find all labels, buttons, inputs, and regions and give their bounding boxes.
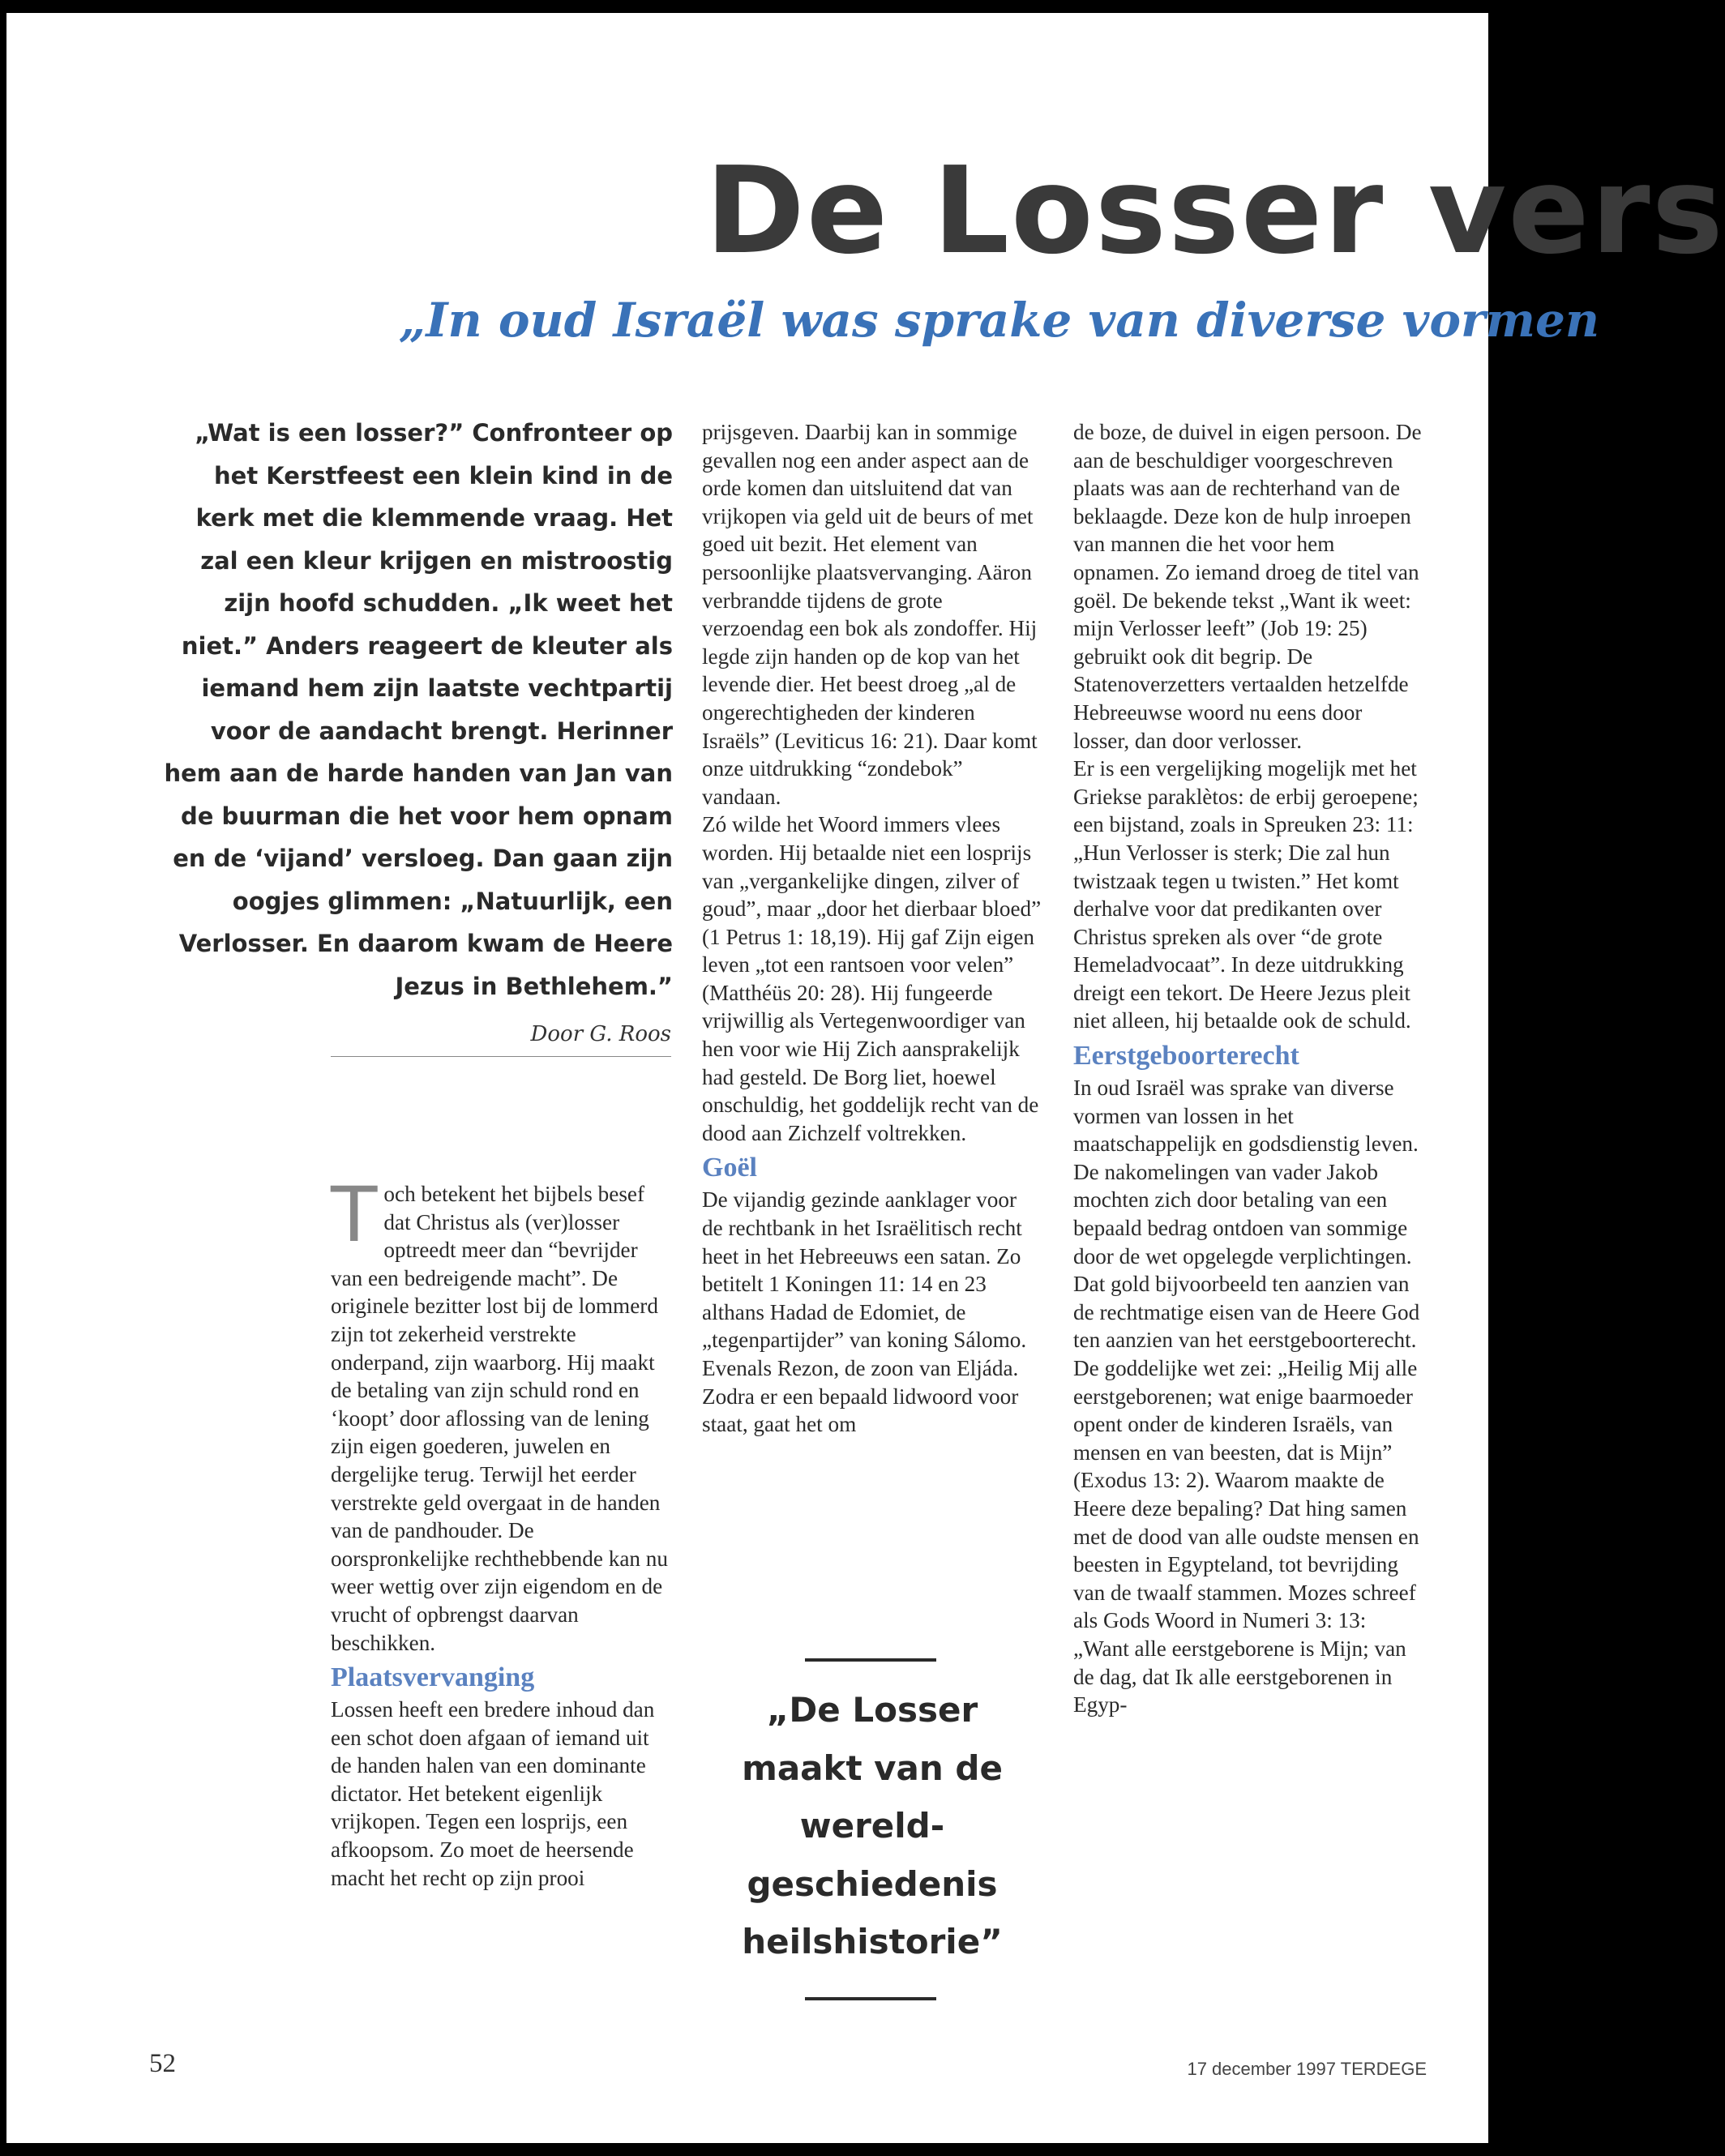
column-2: [702, 418, 1042, 1439]
column-3-paragraph: de boze, de duivel in eigen persoon. De aan de beschuldiger voorgeschreven plaats was aan de rechterhand van de beklaagde. Deze kon de hulp inroepen van mannen die het voor hem opnamen. Zo iemand droeg de titel van goël. De bekende tekst „Want ik weet: mijn Verlosser leeft” (Job 19: 25) gebruikt ook dit begrip. De Statenoverzetters vertaalden hetzelfde Hebreeuwse woord nu eens door losser, dan door verlosser.: [1073, 420, 1422, 753]
column-2-paragraph: Zó wilde het Woord immers vlees worden. Hij betaalde niet een losprijs van „vergankelijke dingen, zilver of goud”, maar „door het dierbaar bloed” (1 Petrus 1: 18,19). Hij gaf Zijn eigen leven „tot een rantsoen voor velen” (Matthéüs 20: 28). Hij fungeerde vrijwillig als Vertegenwoordiger van hen voor wie Hij Zich aansprakelijk had gesteld. De Borg liet, hoewel onschuldig, het goddelijk recht van de dood aan Zichzelf voltrekken.: [702, 812, 1042, 1145]
column-3: [1073, 418, 1422, 1719]
page-number: 52: [149, 2049, 176, 2078]
drop-cap: T: [331, 1171, 378, 1260]
column-3-paragraph: Er is een vergelijking mogelijk met het Griekse paraklètos: de erbij geroepene; een bijstand, zoals in Spreuken 23: 11: „Hun Verlosser is sterk; Die zal hun twistzaak tegen u twisten.” Het komt derhalve voor dat predikanten over Christus spreken als over “de grote Hemeladvocaat”. In deze uitdrukking dreigt een tekort. De Heere Jezus pleit niet alleen, hij betaalde ook de schuld.: [1073, 756, 1419, 1033]
column-2-paragraph: De vijandig gezinde aanklager voor de rechtbank in het Israëlitisch recht heet in het Hebreeuws een satan. Zo betitelt 1 Koningen 11: 14 en 23 althans Hadad de Edomiet, de „tegenpartijder” van koning Sálomo. Evenals Rezon, de zoon van Eljáda. Zodra er een bepaald lidwoord voor staat, gaat het om: [702, 1187, 1027, 1437]
pullquote: „De Losser maakt van de wereld-geschiedenis heilshistorie”: [742, 1690, 1003, 1961]
article-subtitle: „In oud Israël was sprake van diverse vormen: [399, 293, 1600, 348]
section-heading-eerstgeboorterecht: Eerstgeboorterecht: [1073, 1041, 1299, 1072]
section-heading-plaatsvervanging: Plaatsvervanging: [331, 1662, 535, 1693]
section-heading-goel: Goël: [702, 1153, 757, 1183]
issue-footer: 17 december 1997 TERDEGE: [1187, 2059, 1427, 2079]
article-title: De Losser vers: [705, 141, 1725, 280]
magazine-page: [6, 13, 1725, 2143]
column-3-paragraph: De goddelijke wet zei: „Heilig Mij alle eerstgeborenen; wat enige baarmoeder opent onder de kinderen Israëls, van mensen en van beesten, dat is Mijn” (Exodus 13: 2). Waarom maakte de Heere deze bepaling? Dat hing samen met de dood van alle oudste mensen en beesten in Egypteland, tot bevrijding van de twaalf stammen. Mozes schreef als Gods Woord in Numeri 3: 13: „Want alle eerstgeborene is Mijn; van de dag, dat Ik alle eerstgeborenen in Egyp-: [1073, 1356, 1419, 1718]
column-2-paragraph: prijsgeven. Daarbij kan in sommige gevallen nog een ander aspect aan de orde komen dan uitsluitend dat van vrijkopen via geld uit de beurs of met goed uit bezit. Het element van persoonlijke plaatsvervanging. Aäron verbrandde tijdens de grote verzoendag een bok als zondoffer. Hij legde zijn handen op de kop van het levende dier. Het beest droeg „al de ongerechtigheden der kinderen Israëls” (Leviticus 16: 21). Daar komt onze uitdrukking “zondebok” vandaan.: [702, 420, 1038, 809]
pullquote-top-rule: [805, 1658, 936, 1662]
column-1-paragraph: och betekent het bijbels besef dat Christus als (ver)losser optreedt meer dan “bevrijder van een bedreigende macht”. De originele bezitter lost bij de lommerd zijn tot zekerheid verstrekte onderpand, zijn waarborg. Hij maakt de betaling van zijn schuld rond en ‘koopt’ door aflossing van de lening zijn eigen goederen, juwelen en dergelijke terug. Terwijl het eerder verstrekte geld overgaat in de handen van de pandhouder. De oorspronkelijke rechthebbende kan nu weer wettig over zijn eigendom en de vrucht of opbrengst daarvan beschikken.: [331, 1182, 668, 1655]
article-intro: „Wat is een losser?” Confronteer op het Kerstfeest een klein kind in de kerk met die klemmende vraag. Het zal een kleur krijgen en mistroostig zijn hoofd schudden. „Ik weet het niet.” Anders reageert de kleuter als iemand hem zijn laatste vechtpartij voor de aandacht brengt. Herinner hem aan de harde handen van Jan van de buurman die het voor hem opnam en de ‘vijand’ versloeg. Dan gaan zijn oogjes glimmen: „Natuurlijk, een Verlosser. En daarom kwam de Heere Jezus in Bethlehem.”: [164, 419, 673, 1000]
column-1: [331, 1171, 671, 1892]
pullquote-bottom-rule: [805, 1997, 936, 2000]
byline: Door G. Roos: [331, 1022, 671, 1057]
column-3-paragraph: In oud Israël was sprake van diverse vormen van lossen in het maatschappelijk en godsdienstig leven. De nakomelingen van vader Jakob mochten zich door betaling van een bepaald bedrag ontdoen van sommige door de wet opgelegde verplichtingen. Dat gold bijvoorbeeld ten aanzien van de rechtmatige eisen van de Heere God ten aanzien van het eerstgeboorterecht.: [1073, 1076, 1420, 1353]
column-1-paragraph: Lossen heeft een bredere inhoud dan een schot doen afgaan of iemand uit de handen halen van een dominante dictator. Het betekent eigenlijk vrijkopen. Tegen een losprijs, een afkoopsom. Zo moet de heersende macht het recht op zijn prooi: [331, 1697, 655, 1890]
